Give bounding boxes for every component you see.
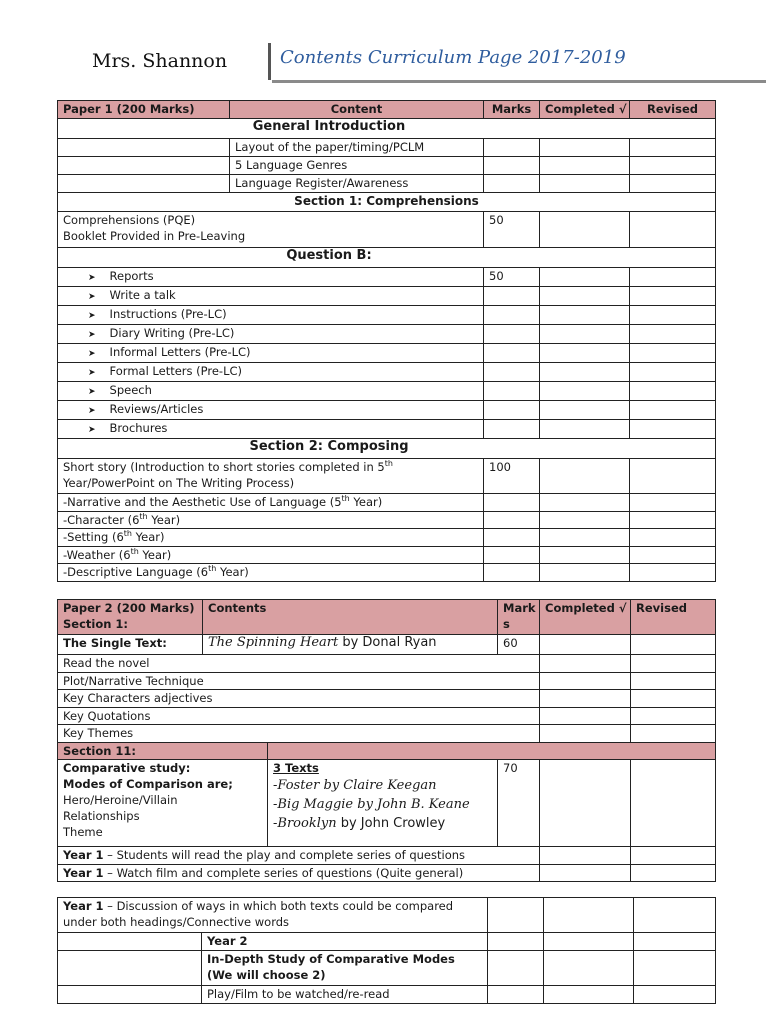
text-item: -Big Maggie by John B. Keane	[273, 797, 470, 812]
revised-header: Revised	[630, 101, 716, 119]
year-label: Year 1	[63, 848, 104, 862]
discussion-cell	[58, 898, 488, 933]
completed-header: Completed √	[540, 600, 631, 635]
paper2-header	[58, 600, 203, 635]
item-text-end: Year)	[132, 530, 165, 544]
mode-item: Theme	[63, 825, 103, 839]
item-text: -Character (6	[63, 512, 140, 527]
short-story-text: Year/PowerPoint on The Writing Process)	[63, 476, 295, 490]
single-text-marks: 60	[498, 635, 540, 655]
narrative-text: -Narrative and the Aesthetic Use of Language (5	[63, 495, 342, 509]
question-b-item: ➤ Speech	[58, 382, 484, 401]
sixth-year-item	[58, 529, 484, 547]
page-header	[0, 0, 768, 90]
marks-header: Marks	[484, 101, 540, 119]
item-text: -Weather (6	[63, 547, 131, 562]
paper1-header-row	[58, 101, 716, 119]
short-story-sup: th	[384, 459, 393, 469]
in-depth-line: In-Depth Study of Comparative Modes	[207, 952, 455, 966]
completed-header: Completed √	[540, 101, 630, 119]
year1-play-text: – Students will read the play and complete series of questions	[103, 848, 466, 862]
texts-cell	[268, 760, 498, 847]
play-film-item: Play/Film to be watched/re-read	[202, 986, 488, 1004]
year2-label: Year 2	[202, 933, 488, 951]
modes-title: Modes of Comparison are;	[63, 777, 233, 791]
question-b-item: ➤ Write a talk	[58, 287, 484, 306]
year-label: Year 1	[63, 865, 104, 880]
narrative-item	[58, 494, 484, 512]
single-text-label: The Single Text:	[58, 635, 203, 655]
single-text-title: The Spinning Heart	[208, 635, 339, 650]
document-title: Contents Curriculum Page 2017-2019	[280, 47, 626, 68]
year-label: Year 1	[63, 899, 104, 913]
comparative-plan-table	[57, 897, 716, 1004]
single-text-item: Read the novel	[58, 655, 540, 673]
text-item-author: by John Crowley	[336, 816, 446, 831]
comparative-cell	[58, 760, 268, 847]
general-introduction-title: General Introduction	[58, 119, 716, 139]
intro-item: Language Register/Awareness	[230, 175, 484, 193]
question-b-item: ➤ Reviews/Articles	[58, 401, 484, 420]
sixth-year-item	[58, 546, 484, 564]
single-text-title-cell	[203, 635, 498, 655]
header-vertical-rule	[268, 43, 271, 80]
in-depth-cell	[202, 951, 488, 986]
sixth-year-item	[58, 511, 484, 529]
marks-header	[498, 600, 540, 635]
single-text-item: Key Characters adjectives	[58, 690, 540, 708]
contents-header: Contents	[203, 600, 498, 635]
question-b-item: ➤ Brochures	[58, 420, 484, 439]
mode-item: Relationships	[63, 809, 140, 823]
header-horizontal-rule	[272, 80, 766, 83]
single-text-item: Plot/Narrative Technique	[58, 672, 540, 690]
year1-film-row	[58, 864, 540, 882]
comparative-title: Comparative study:	[63, 761, 191, 775]
single-text-item: Key Quotations	[58, 707, 540, 725]
narrative-text-end: Year)	[349, 495, 383, 509]
section2-label: Section 11:	[58, 742, 268, 760]
section1-title: Section 1: Comprehensions	[58, 193, 716, 212]
comprehension-cell	[58, 212, 484, 248]
narrative-sup: th	[341, 494, 350, 504]
paper2-table	[57, 599, 716, 882]
text-item-title: -Brooklyn	[273, 816, 337, 831]
comprehension-line: Comprehensions (PQE)	[63, 213, 196, 227]
paper2-header-line: Section 1:	[63, 617, 129, 631]
paper1-header: Paper 1 (200 Marks)	[58, 101, 230, 119]
item-text: -Setting (6	[63, 530, 124, 544]
short-story-marks: 100	[484, 459, 540, 494]
single-text-author: by Donal Ryan	[338, 635, 437, 650]
year1-play-row	[58, 847, 540, 865]
paper2-header-line: Paper 2 (200 Marks)	[63, 601, 195, 615]
comprehension-line: Booklet Provided in Pre-Leaving	[63, 229, 246, 243]
marks-header-line: Mark	[503, 601, 536, 615]
paper2-header-row	[58, 600, 716, 635]
question-b-title: Question B:	[58, 248, 716, 268]
short-story-text: Short story (Introduction to short stories completed in 5	[63, 460, 385, 474]
item-text-end: Year)	[138, 547, 172, 562]
year1-film-text: – Watch film and complete series of questions (Quite general)	[103, 865, 464, 880]
sixth-year-item	[58, 564, 484, 582]
question-b-item: ➤ Instructions (Pre-LC)	[58, 306, 484, 325]
question-b-item: ➤ Reports	[58, 268, 484, 287]
revised-header: Revised	[631, 600, 716, 635]
discussion-text: – Discussion of ways in which both texts could be compared under both headings/Connective words	[63, 899, 454, 929]
item-sup: th	[123, 529, 133, 539]
section2-band	[268, 742, 716, 760]
section2-title: Section 2: Composing	[58, 439, 716, 459]
question-b-item: ➤ Formal Letters (Pre-LC)	[58, 363, 484, 382]
item-sup: th	[139, 511, 148, 521]
marks-header-line: s	[503, 617, 510, 631]
item-text: -Descriptive Language (6	[63, 565, 209, 579]
single-text-item: Key Themes	[58, 725, 540, 743]
mode-item: Hero/Heroine/Villain	[63, 793, 178, 807]
item-sup: th	[208, 564, 217, 574]
short-story-cell	[58, 459, 484, 494]
texts-title: 3 Texts	[273, 761, 319, 775]
item-text-end: Year)	[147, 512, 181, 527]
in-depth-line: (We will choose 2)	[207, 968, 326, 982]
question-b-item: ➤ Diary Writing (Pre-LC)	[58, 325, 484, 344]
question-b-marks: 50	[484, 268, 540, 287]
intro-item: 5 Language Genres	[230, 157, 484, 175]
text-item: -Foster by Claire Keegan	[273, 778, 437, 793]
item-text-end: Year)	[216, 565, 249, 579]
content-header: Content	[230, 101, 484, 119]
teacher-name: Mrs. Shannon	[92, 50, 228, 72]
comparative-marks: 70	[498, 760, 540, 847]
comprehension-marks: 50	[484, 212, 540, 248]
paper1-table	[57, 100, 716, 582]
question-b-item: ➤ Informal Letters (Pre-LC)	[58, 344, 484, 363]
intro-item: Layout of the paper/timing/PCLM	[230, 139, 484, 157]
item-sup: th	[130, 546, 139, 556]
